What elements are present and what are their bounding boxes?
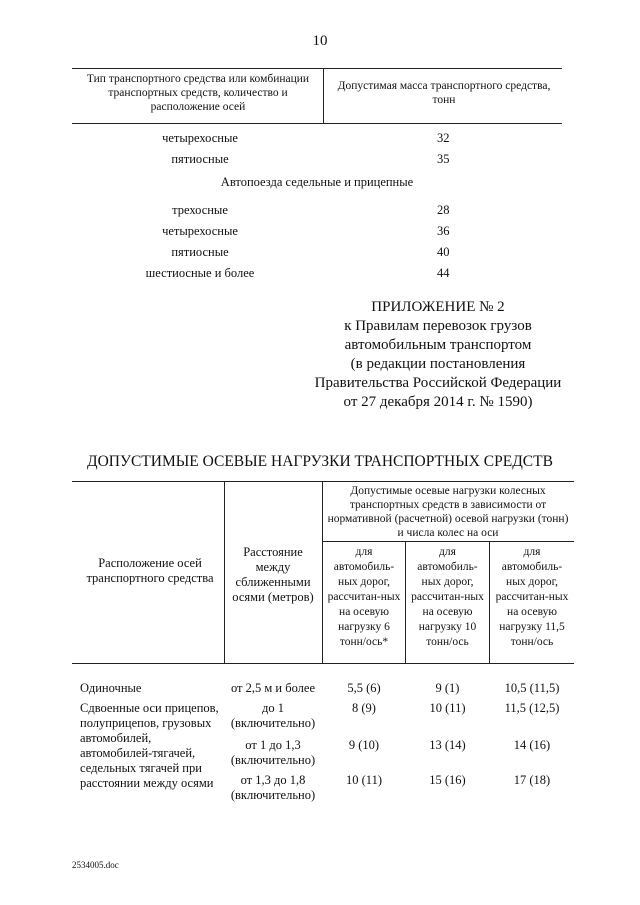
table2-header-bottom-border xyxy=(72,663,574,664)
appendix-line: к Правилам перевозок грузов xyxy=(344,318,532,334)
table2-cell-load-11-5t: 11,5 (12,5) xyxy=(504,701,560,715)
table1-row-mass: 40 xyxy=(437,245,450,259)
table2-cell-load-6t: 5,5 (6) xyxy=(347,681,381,695)
table2-col-divider xyxy=(224,481,225,664)
table2-subheader-11-5t: для автомобиль-ных дорог, рассчитан-ных на осевую нагрузку 11,5 тонн/ось xyxy=(495,546,569,648)
table1-row-type: четырехосные xyxy=(162,224,238,238)
table1-row-mass: 32 xyxy=(437,131,450,145)
table1-header-mass: Допустимая масса транспортного средства, тонн xyxy=(337,80,551,106)
table2-subheader-6t: для автомобиль-ных дорог, рассчитан-ных на осевую нагрузку 6 тонн/ось* xyxy=(327,546,401,648)
appendix-line: (в редакции постановления xyxy=(350,356,526,372)
table2-cell-distance: до 1 (включительно) xyxy=(230,701,316,730)
section-title: ДОПУСТИМЫЕ ОСЕВЫЕ НАГРУЗКИ ТРАНСПОРТНЫХ СРЕДСТВ xyxy=(87,453,553,470)
table1-group-label: Автопоезда седельные и прицепные xyxy=(220,175,414,189)
table1-row-mass: 28 xyxy=(437,203,450,217)
table1-row-type: трехосные xyxy=(172,203,228,217)
table1-row-type: пятиосные xyxy=(171,152,229,166)
table2-cell-load-10t: 10 (11) xyxy=(429,701,466,715)
appendix-title: ПРИЛОЖЕНИЕ № 2 xyxy=(371,299,505,315)
table2-header-axle-distance: Расстояние между сближенными осями (метров) xyxy=(232,545,314,604)
table1-header-type: Тип транспортного средства или комбинации транспортных средств, количество и расположение осей xyxy=(86,73,310,113)
table2-col-divider xyxy=(405,541,406,664)
table2-cell-distance: от 1,3 до 1,8 (включительно) xyxy=(230,773,316,802)
appendix-line: автомобильным транспортом xyxy=(344,337,532,353)
table2-cell-load-6t: 10 (11) xyxy=(346,773,382,787)
table2-subheader-border xyxy=(322,541,574,542)
table2-cell-load-6t: 9 (10) xyxy=(348,738,380,752)
table1-row-mass: 36 xyxy=(437,224,450,238)
table1-row-type: пятиосные xyxy=(171,245,229,259)
table2-cell-load-10t: 15 (16) xyxy=(429,773,466,787)
table1-top-border xyxy=(72,68,562,69)
table2-cell-load-10t: 13 (14) xyxy=(429,738,466,752)
table1-header-divider xyxy=(323,68,324,124)
table2-cell-load-11-5t: 10,5 (11,5) xyxy=(504,681,560,695)
table2-cell-load-10t: 9 (1) xyxy=(435,681,460,695)
footer-filename: 2534005.doc xyxy=(72,860,119,870)
table1-row-type: четырехосные xyxy=(162,131,238,145)
table2-row-label-single: Одиночные xyxy=(80,681,142,695)
appendix-block xyxy=(290,298,586,412)
page-number: 10 xyxy=(312,33,328,49)
table2-cell-load-6t: 8 (9) xyxy=(352,701,376,715)
table2-cell-load-11-5t: 17 (18) xyxy=(513,773,551,787)
appendix-line: от 27 декабря 2014 г. № 1590) xyxy=(343,394,533,410)
table1-row-mass: 35 xyxy=(437,152,450,166)
table2-subheader-10t: для автомобиль-ных дорог, рассчитан-ных на осевую нагрузку 10 тонн/ось xyxy=(411,546,484,648)
table2-row-label-paired: Сдвоенные оси прицепов, полуприцепов, грузовых автомобилей, автомобилей-тягачей, седельных тягачей при расстоянии между осями xyxy=(80,701,219,790)
table2-cell-distance: от 2,5 м и более xyxy=(230,681,316,695)
table2-top-border xyxy=(72,481,574,482)
table1-header-bottom-border xyxy=(72,123,562,124)
table2-cell-load-11-5t: 14 (16) xyxy=(513,738,551,752)
appendix-line: Правительства Российской Федерации xyxy=(314,375,562,391)
table2-header-allowed-loads: Допустимые осевые нагрузки колесных транспортных средств в зависимости от нормативной (расчетной) осевой нагрузки (тонн) и числа колес на оси xyxy=(327,485,569,539)
table1-row-mass: 44 xyxy=(437,266,450,280)
table2-cell-distance: от 1 до 1,3 (включительно) xyxy=(230,738,316,767)
table1-row-type: шестиосные и более xyxy=(145,266,255,280)
table2-col-divider xyxy=(322,481,323,664)
table2-col-divider xyxy=(489,541,490,664)
table2-header-axle-location: Расположение осей транспортного средства xyxy=(86,556,214,585)
